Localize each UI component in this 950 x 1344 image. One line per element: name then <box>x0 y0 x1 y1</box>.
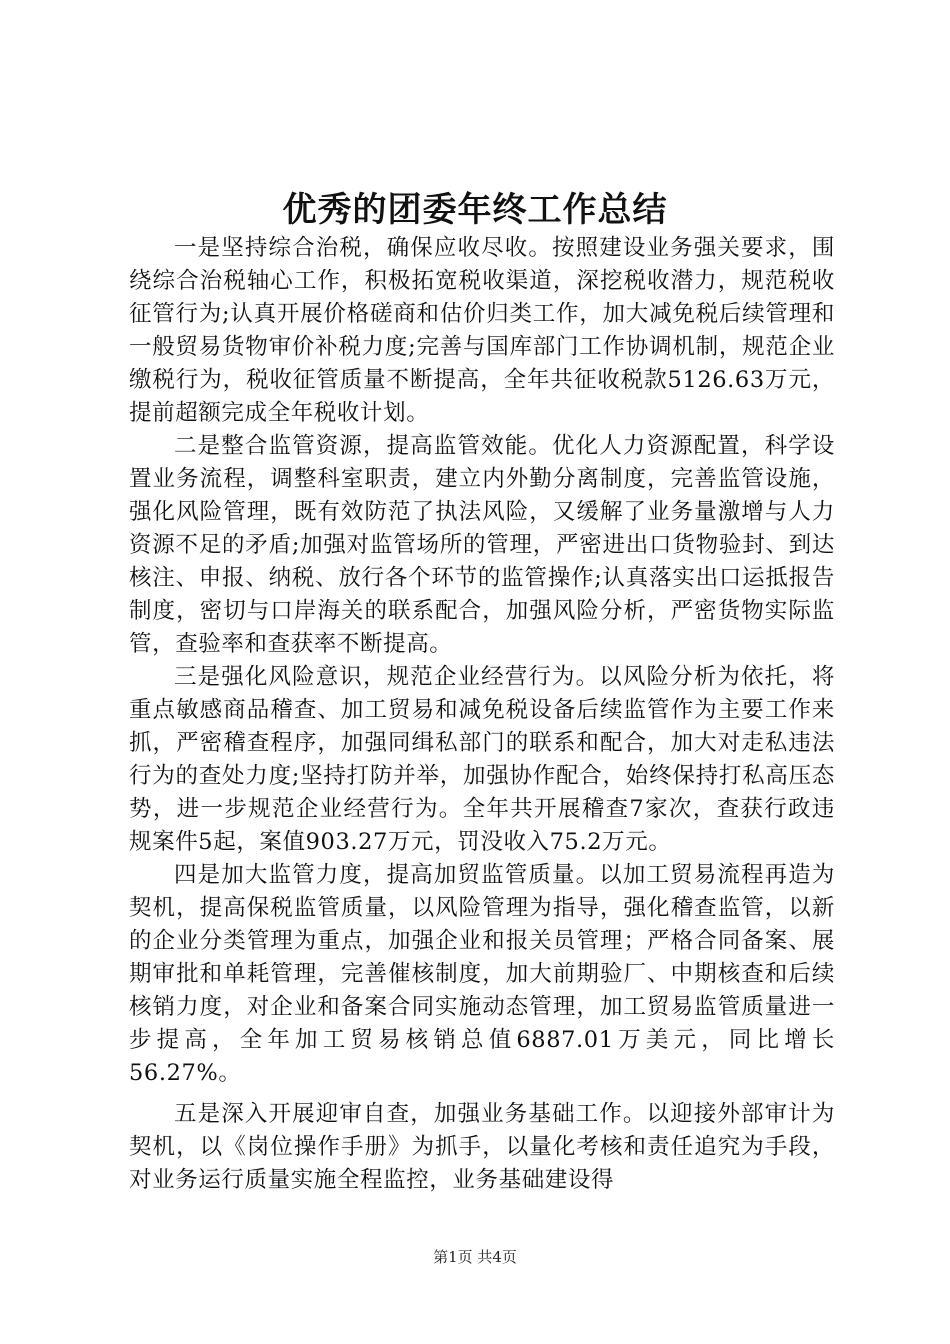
paragraph-3: 三是强化风险意识，规范企业经营行为。以风险分析为依托，将重点敏感商品稽查、加工贸易和减免税设备后续监管作为主要工作来抓，严密稽查程序，加强同缉私部门的联系和配合，加大对走私违法行为的查处力度;坚持打防并举，加强协作配合，始终保持打私高压态势，进一步规范企业经营行为。全年共开展稽查7家次，查获行政违规案件5起，案值903.27万元，罚没收入75.2万元。 <box>129 664 835 855</box>
document-body <box>129 232 835 1197</box>
document-title: 优秀的团委年终工作总结 <box>282 190 668 230</box>
paragraph-5: 五是深入开展迎审自查，加强业务基础工作。以迎接外部审计为契机，以《岗位操作手册》为抓手，以量化考核和责任追究为手段，对业务运行质量实施全程监控，业务基础建设得 <box>129 1101 835 1193</box>
paragraph-1: 一是坚持综合治税，确保应收尽收。按照建设业务强关要求，围绕综合治税轴心工作，积极拓宽税收渠道，深挖税收潜力，规范税收征管行为;认真开展价格磋商和估价归类工作，加大减免税后续管理和一般贸易货物审价补税力度;完善与国库部门工作协调机制，规范企业缴税行为，税收征管质量不断提高，全年共征收税款5126.63万元，提前超额完成全年税收计划。 <box>129 235 835 426</box>
paragraph-2: 二是整合监管资源，提高监管效能。优化人力资源配置，科学设置业务流程，调整科室职责，建立内外勤分离制度，完善监管设施，强化风险管理，既有效防范了执法风险，又缓解了业务量激增与人力资源不足的矛盾;加强对监管场所的管理，严密进出口货物验封、到达核注、申报、纳税、放行各个环节的监管操作;认真落实出口运抵报告制度，密切与口岸海关的联系配合，加强风险分析，严密货物实际监管，查验率和查获率不断提高。 <box>129 433 835 657</box>
paragraph-4: 四是加大监管力度，提高加贸监管质量。以加工贸易流程再造为契机，提高保税监管质量，以风险管理为指导，强化稽查监管，以新的企业分类管理为重点，加强企业和报关员管理；严格合同备案、展期审批和单耗管理，完善催核制度，加大前期验厂、中期核查和后续核销力度，对企业和备案合同实施动态管理，加工贸易监管质量进一步提高，全年加工贸易核销总值6887.01万美元，同比增长56.27%。 <box>129 862 835 1086</box>
page-number-footer: 第1页 共4页 <box>433 1248 517 1266</box>
